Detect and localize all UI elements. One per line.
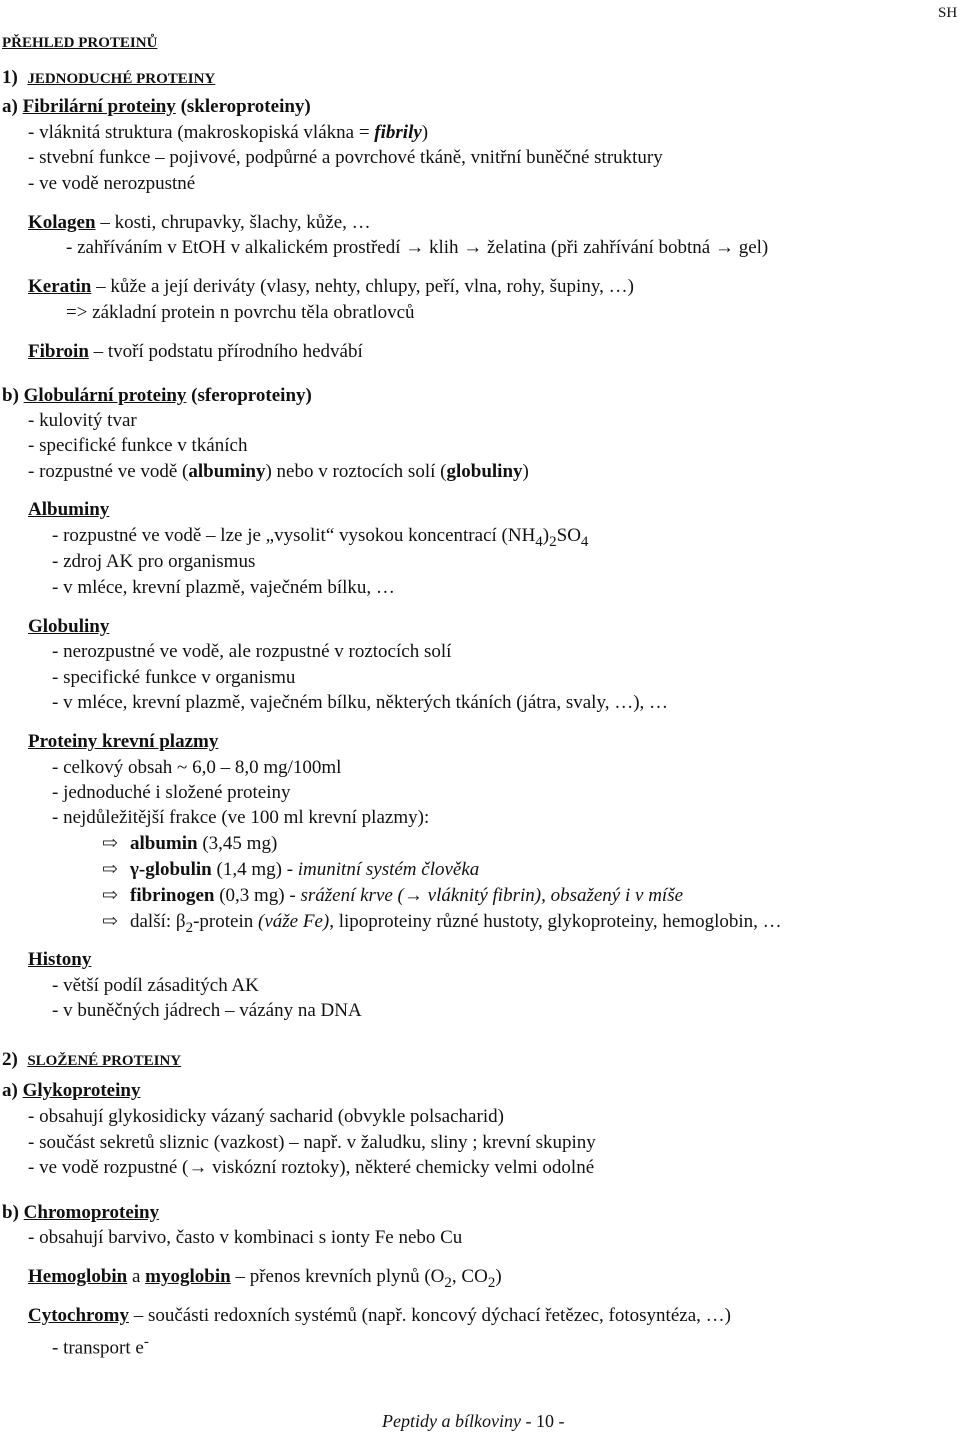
header-initials: SH — [938, 5, 958, 21]
fibrillar-bullet-2: - stvební funkce – pojivové, podpůrné a povrchové tkáně, vnitřní buněčné struktury — [28, 147, 663, 168]
fibroin-line: Fibroin – tvoří podstatu přírodního hedvábí — [28, 341, 363, 362]
globular-bullet-2: - specifické funkce v tkáních — [28, 435, 248, 456]
albuminy-line-2: - zdroj AK pro organismus — [52, 551, 256, 572]
albuminy-heading: Albuminy — [28, 499, 110, 520]
cytochromes-line: Cytochromy – součásti redoxních systémů (např. koncový dýchací řetězec, fotosyntéza, …) — [28, 1305, 731, 1326]
fraction-gamma-globulin: ⇨ γ-globulin (1,4 mg) - imunitní systém člověka — [102, 859, 480, 880]
plasma-line-1: - celkový obsah ~ 6,0 – 8,0 mg/100ml — [52, 757, 342, 778]
keratin-sub: => základní protein n povrchu těla obratlovců — [66, 302, 415, 323]
histony-line-2: - v buněčných jádrech – vázány na DNA — [52, 1000, 362, 1021]
fraction-other: ⇨ další: $\beta_2$-protein (váže Fe), lipoproteiny různé hustoty, glykoproteiny, hemoglobin, … — [102, 911, 782, 936]
glycoproteins-heading: a) Glykoproteiny — [2, 1080, 141, 1101]
globuliny-line-3: - v mléce, krevní plazmě, vaječném bílku, některých tkáních (játra, svaly, …), … — [52, 692, 669, 713]
hollow-arrow-icon: ⇨ — [102, 911, 118, 932]
plasma-heading: Proteiny krevní plazmy — [28, 731, 219, 752]
kolagen-sub: - zahříváním v EtOH v alkalickém prostředí → klih → želatina (při zahřívání bobtná → gel) — [66, 237, 769, 258]
fraction-fibrinogen: ⇨ fibrinogen (0,3 mg) - srážení krve (→ vláknitý fibrin), obsažený i v míše — [102, 885, 684, 906]
glycoproteins-bullet-1: - obsahují glykosidicky vázaný sacharid (obvykle polsacharid) — [28, 1106, 504, 1127]
hemoglobin-line: Hemoglobin a myoglobin – přenos krevních plynů ($O_2$, $CO_2$) — [28, 1266, 502, 1291]
albuminy-line-1: - rozpustné ve vodě – lze je „vysolit“ vysokou koncentrací $(NH_4)_2SO_4$ — [52, 525, 589, 550]
section-1-heading: 1) JEDNODUCHÉ PROTEINY — [2, 67, 216, 88]
plasma-line-3: - nejdůležitější frakce (ve 100 ml krevní plazmy): — [52, 807, 430, 828]
globuliny-line-2: - specifické funkce v organismu — [52, 667, 296, 688]
plasma-line-2: - jednoduché i složené proteiny — [52, 782, 291, 803]
albuminy-line-3: - v mléce, krevní plazmě, vaječném bílku, … — [52, 577, 395, 598]
fraction-albumin: ⇨ albumin (3,45 mg) — [102, 833, 278, 854]
chromoproteins-heading: b) Chromoproteiny — [2, 1202, 160, 1223]
cytochromes-sub: - transport e- — [52, 1334, 149, 1359]
fibrillar-heading: a) Fibrilární proteiny (skleroproteiny) — [2, 96, 311, 117]
hollow-arrow-icon: ⇨ — [102, 833, 118, 854]
globular-bullet-3: - rozpustné ve vodě (albuminy) nebo v roztocích solí (globuliny) — [28, 461, 529, 482]
glycoproteins-bullet-3: - ve vodě rozpustné (→ viskózní roztoky), některé chemicky velmi odolné — [28, 1157, 595, 1178]
section-2-heading: 2) SLOŽENÉ PROTEINY — [2, 1049, 182, 1070]
keratin-line: Keratin – kůže a její deriváty (vlasy, nehty, chlupy, peří, vlna, rohy, šupiny, …) — [28, 276, 634, 297]
kolagen-line: Kolagen – kosti, chrupavky, šlachy, kůže, … — [28, 212, 371, 233]
histony-line-1: - větší podíl zásaditých AK — [52, 975, 259, 996]
chromoproteins-bullet-1: - obsahují barvivo, často v kombinaci s ionty Fe nebo Cu — [28, 1227, 463, 1248]
globular-bullet-1: - kulovitý tvar — [28, 410, 137, 431]
glycoproteins-bullet-2: - součást sekretů sliznic (vazkost) – např. v žaludku, sliny ; krevní skupiny — [28, 1132, 596, 1153]
page-title: PŘEHLED PROTEINŮ — [2, 35, 158, 51]
fibrillar-bullet-1: - vláknitá struktura (makroskopiská vlákna = fibrily) — [28, 122, 429, 143]
hollow-arrow-icon: ⇨ — [102, 885, 118, 906]
page-footer: Peptidy a bílkoviny - 10 - — [382, 1411, 565, 1431]
hollow-arrow-icon: ⇨ — [102, 859, 118, 880]
globuliny-heading: Globuliny — [28, 616, 110, 637]
histony-heading: Histony — [28, 949, 92, 970]
fibrillar-bullet-3: - ve vodě nerozpustné — [28, 173, 196, 194]
globuliny-line-1: - nerozpustné ve vodě, ale rozpustné v roztocích solí — [52, 641, 452, 662]
globular-heading: b) Globulární proteiny (sferoproteiny) — [2, 385, 312, 406]
